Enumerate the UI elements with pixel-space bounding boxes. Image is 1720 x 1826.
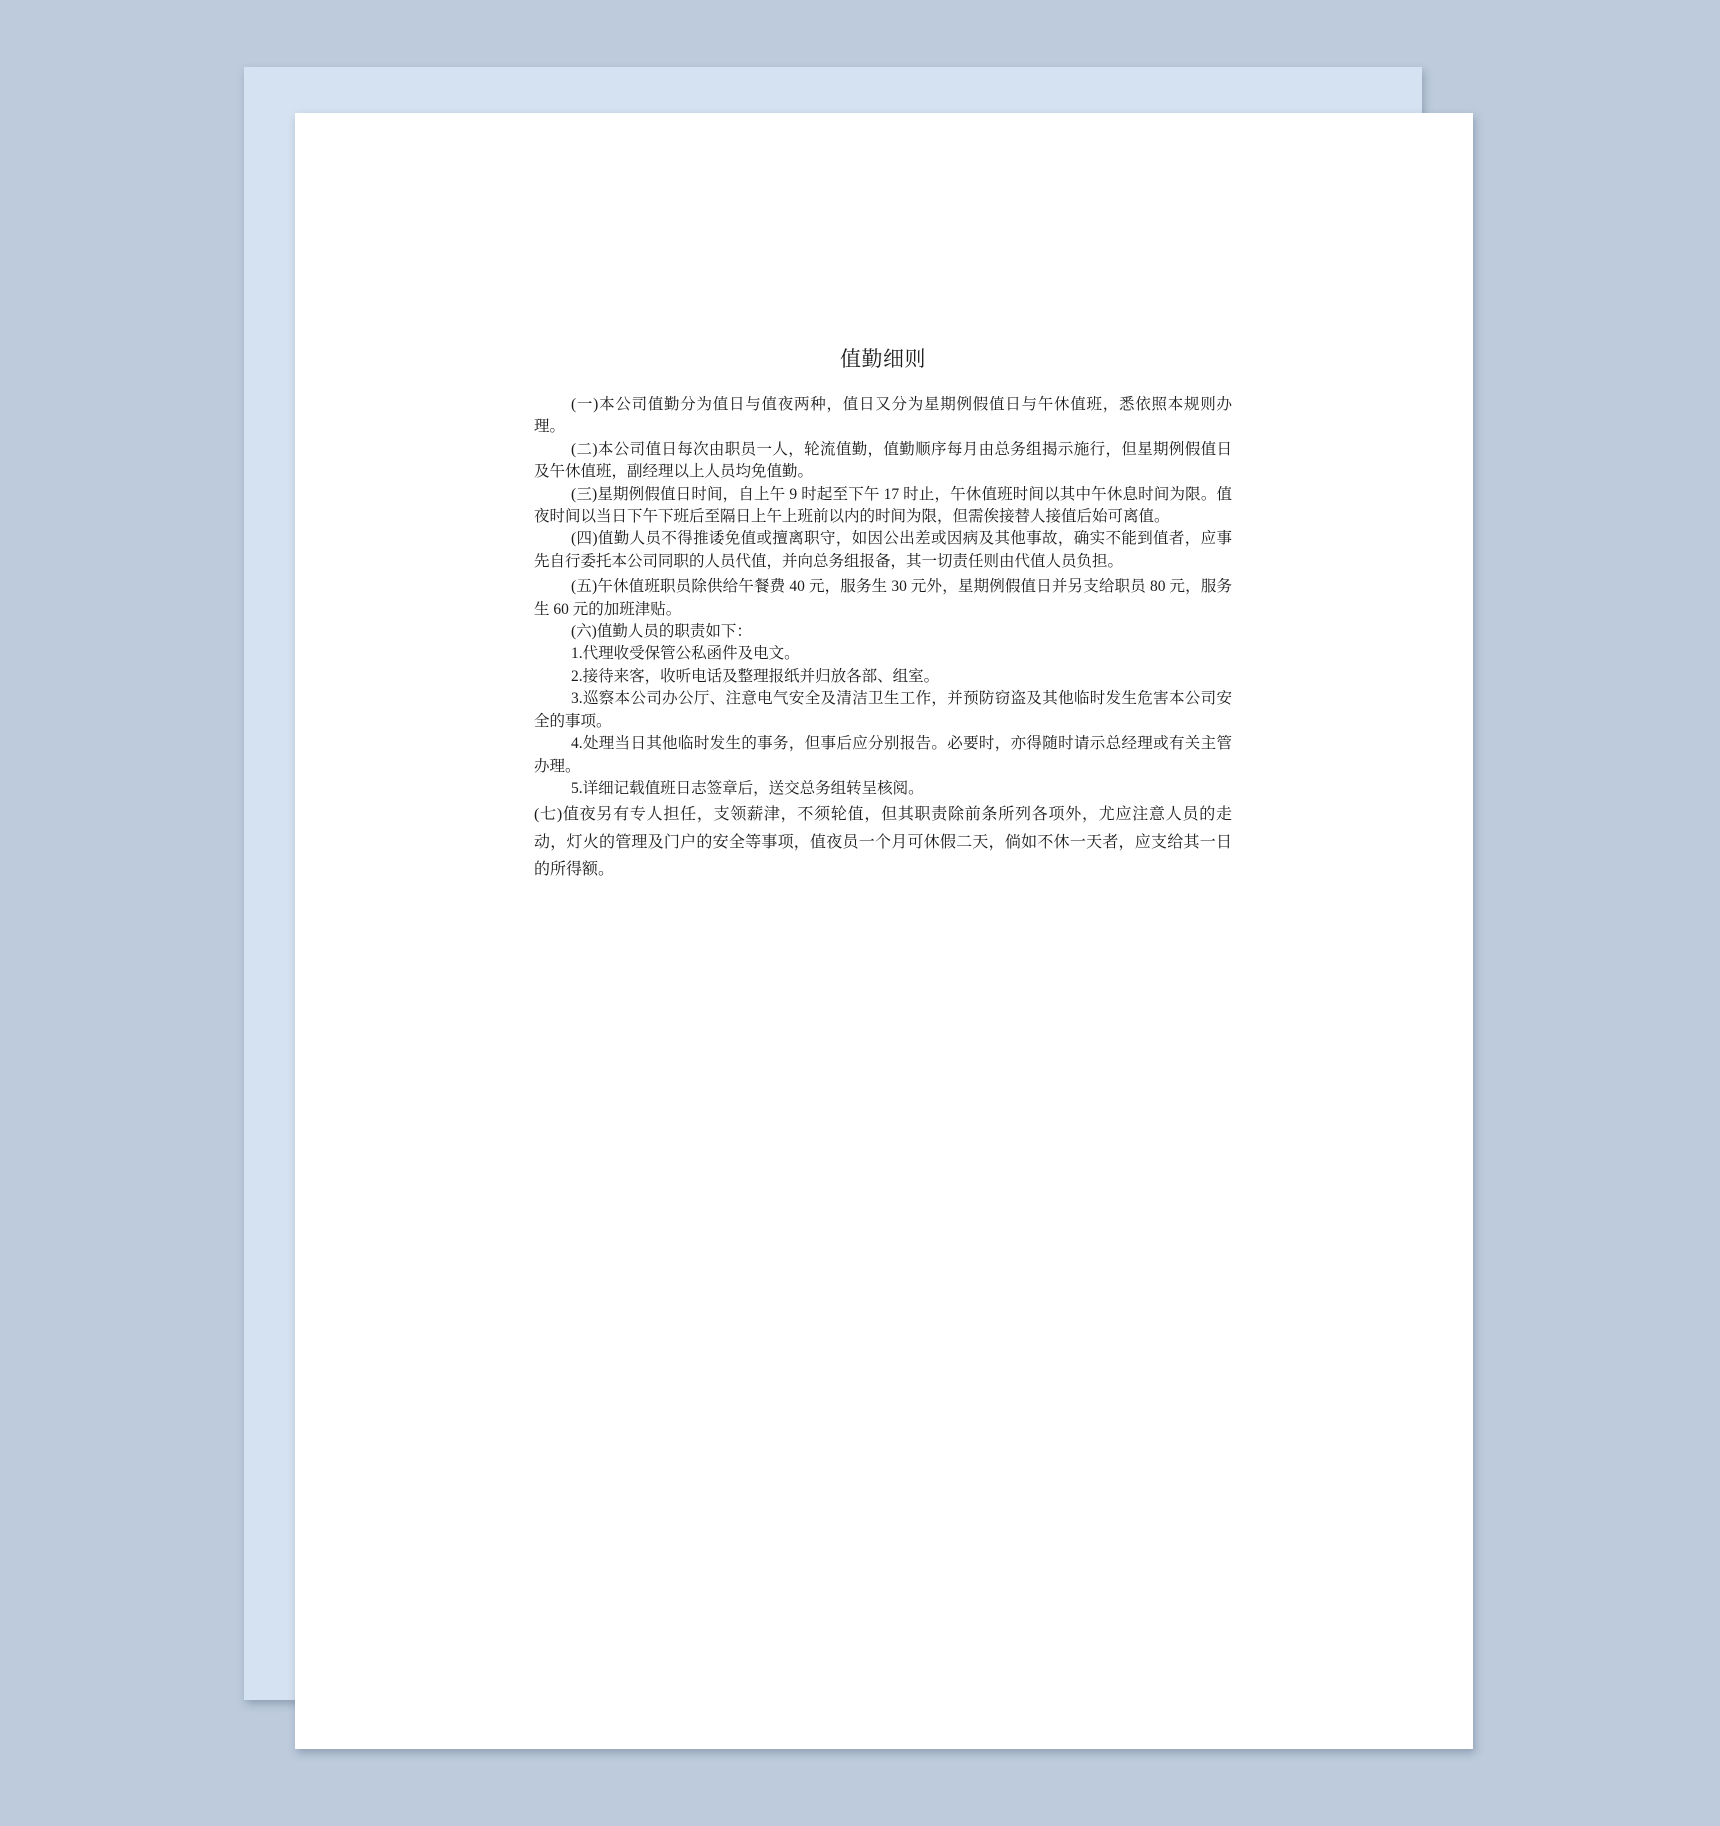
duty-item-2: 2.接待来客，收听电话及整理报纸并归放各部、组室。 — [571, 667, 940, 685]
document-title: 值勤细则 — [840, 347, 926, 371]
duty-item-3: 3.巡察本公司办公厅、注意电气安全及清洁卫生工作，并预防窃盗及其他临时发生危害本公司安全的事项。 — [534, 690, 1232, 730]
document-page — [295, 113, 1473, 1749]
document-body — [534, 345, 1232, 884]
paragraph-2: (二)本公司值日每次由职员一人，轮流值勤，值勤顺序每月由总务组揭示施行，但星期例假值日及午休值班，副经理以上人员均免值勤。 — [534, 440, 1232, 481]
paragraph-5: (五)午休值班职员除供给午餐费 40 元，服务生 30 元外，星期例假值日并另支给职员 80 元，服务生 60 元的加班津贴。 — [534, 578, 1232, 618]
paragraph-1: (一)本公司值勤分为值日与值夜两种，值日又分为星期例假值日与午休值班，悉依照本规则办理。 — [534, 396, 1232, 436]
paragraph-3: (三)星期例假值日时间，自上午 9 时起至下午 17 时止，午休值班时间以其中午休息时间为限。值夜时间以当日下午下班后至隔日上午上班前以内的时间为限，但需俟接替人接值后始可离值。 — [534, 485, 1232, 526]
paragraph-6: (六)值勤人员的职责如下： — [571, 623, 752, 641]
paragraph-7: (七)值夜另有专人担任，支领薪津，不须轮值，但其职责除前条所列各项外，尤应注意人员的走动，灯火的管理及门户的安全等事项，值夜员一个月可休假二天，倘如不休一天者，应支给其一日的所得额。 — [534, 806, 1232, 879]
paragraph-4: (四)值勤人员不得推诿免值或擅离职守，如因公出差或因病及其他事故，确实不能到值者，应事先自行委托本公司同职的人员代值，并向总务组报备，其一切责任则由代值人员负担。 — [534, 530, 1232, 570]
duty-item-1: 1.代理收受保管公私函件及电文。 — [571, 645, 800, 663]
duty-item-4: 4.处理当日其他临时发生的事务，但事后应分别报告。必要时，亦得随时请示总经理或有关主管办理。 — [534, 735, 1232, 775]
duty-item-5: 5.详细记载值班日志签章后，送交总务组转呈核阅。 — [571, 779, 924, 797]
